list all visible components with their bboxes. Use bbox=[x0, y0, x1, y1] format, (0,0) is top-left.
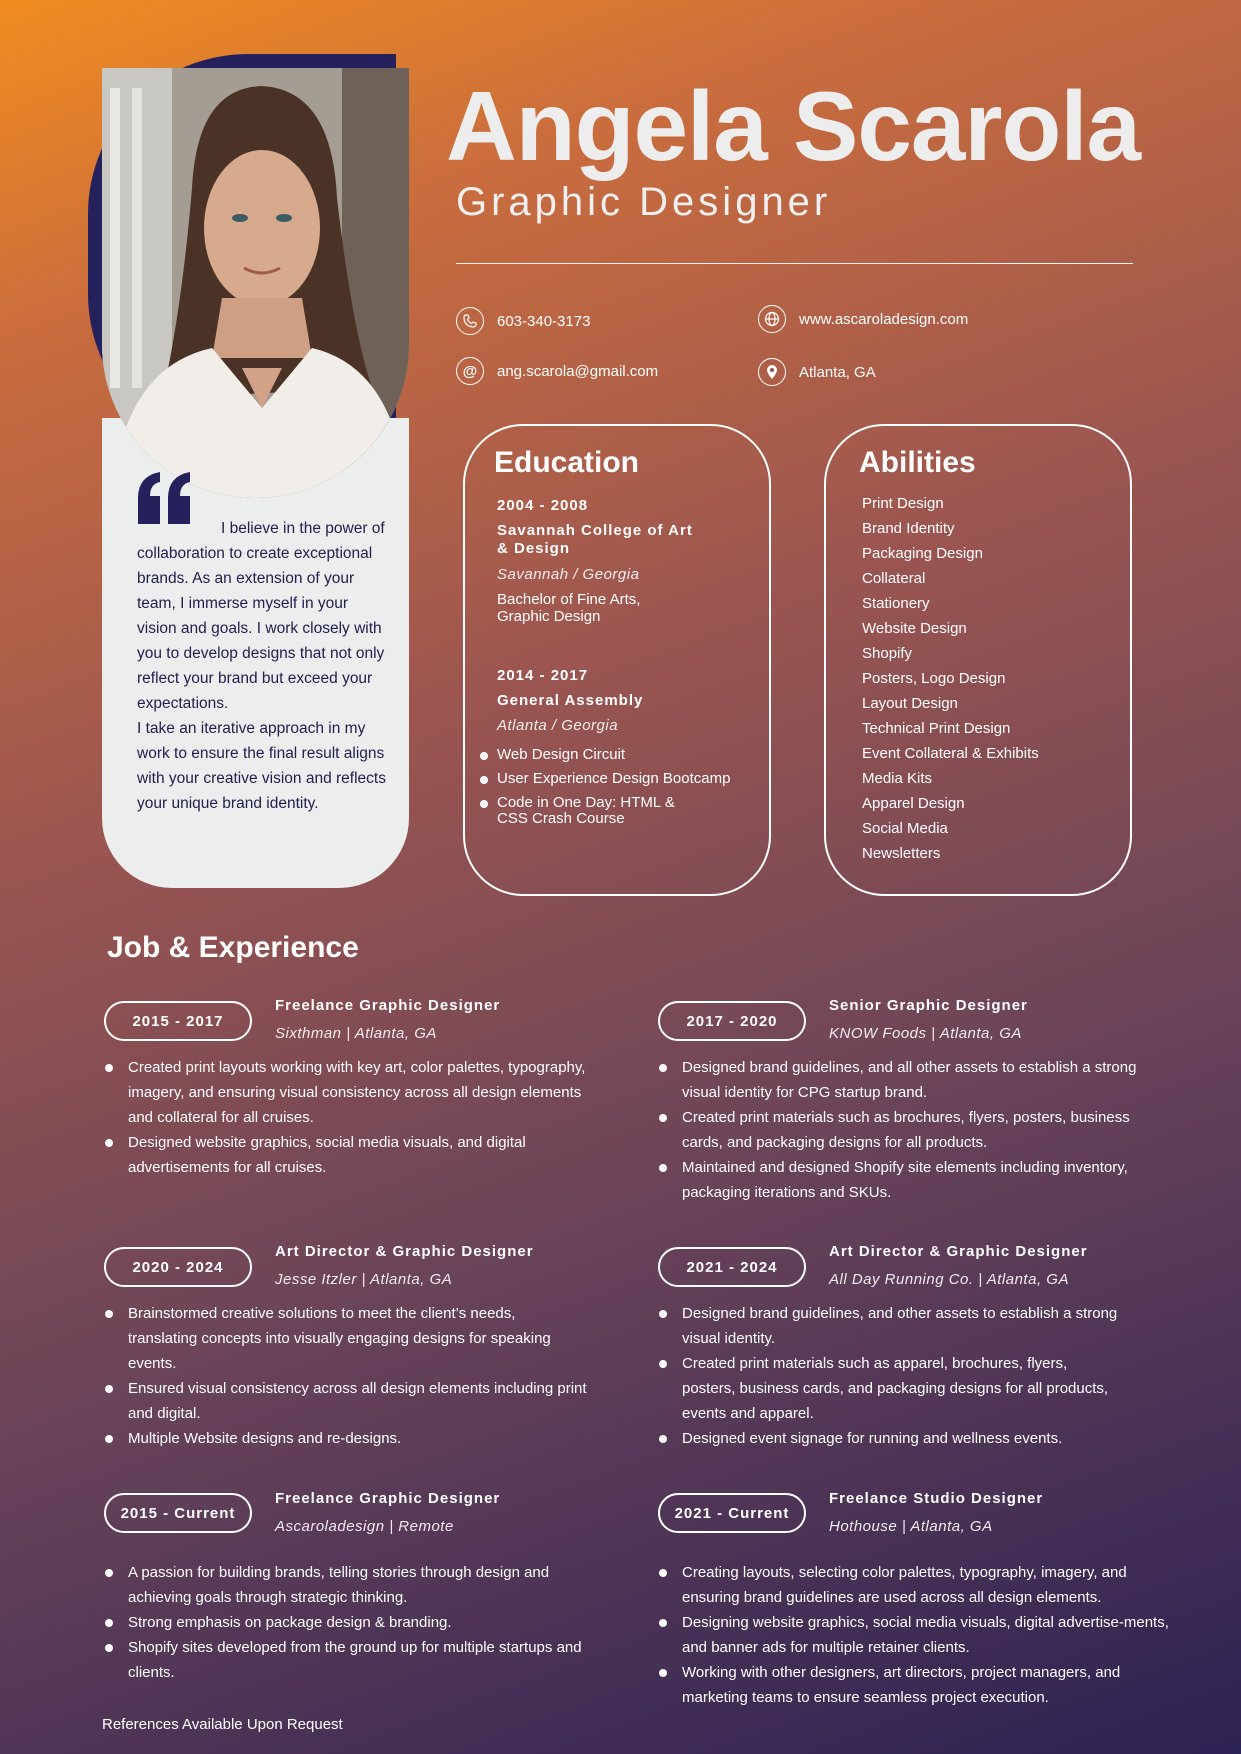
job-duties bbox=[682, 1560, 1182, 1710]
candidate-title: Graphic Designer bbox=[456, 180, 832, 224]
list-item: Created print materials such as apparel, brochures, flyers, posters, business cards, and packaging designs for all products, events and apparel. bbox=[682, 1351, 1122, 1426]
list-item: Creating layouts, selecting color palettes, typography, imagery, and ensuring brand guidelines are used across all design elements. bbox=[682, 1560, 1182, 1610]
job-duties bbox=[128, 1301, 588, 1451]
experience-title: Job & Experience bbox=[107, 931, 359, 964]
list-item: Media Kits bbox=[862, 770, 933, 787]
email-text: ang.scarola@gmail.com bbox=[497, 362, 659, 380]
job-title: Art Director & Graphic Designer bbox=[275, 1243, 534, 1260]
list-item: Posters, Logo Design bbox=[862, 670, 1006, 687]
job-title: Freelance Studio Designer bbox=[829, 1490, 1044, 1507]
job-company: Ascaroladesign | Remote bbox=[275, 1518, 454, 1535]
about-quote bbox=[137, 516, 387, 816]
quote-first-line: I believe in the bbox=[221, 520, 321, 537]
list-item: Working with other designers, art directors, project managers, and marketing teams to ensure seamless project execution. bbox=[682, 1660, 1182, 1710]
education-degree: Bachelor of Fine Arts, Graphic Design bbox=[497, 591, 641, 625]
list-item: Stationery bbox=[862, 595, 930, 612]
quote-second-paragraph: I take an iterative approach in my work to ensure the final result aligns with your creative vision and reflects your unique brand identity. bbox=[137, 720, 386, 812]
website-text: www.ascaroladesign.com bbox=[799, 310, 969, 328]
list-item: Designed brand guidelines, and all other assets to establish a strong visual identity for CPG startup brand. bbox=[682, 1055, 1142, 1105]
globe-icon bbox=[758, 305, 786, 333]
job-duties bbox=[128, 1055, 588, 1180]
location-pin-icon bbox=[758, 358, 786, 386]
list-item: Shopify sites developed from the ground up for multiple startups and clients. bbox=[128, 1635, 588, 1685]
job-title: Freelance Graphic Designer bbox=[275, 1490, 501, 1507]
profile-photo bbox=[102, 68, 409, 498]
list-item: Maintained and designed Shopify site elements including inventory, packaging iterations and SKUs. bbox=[682, 1155, 1142, 1205]
list-item: Apparel Design bbox=[862, 795, 965, 812]
contact-phone[interactable] bbox=[456, 307, 590, 335]
education-title: Education bbox=[494, 446, 640, 479]
list-item: Ensured visual consistency across all design elements including print and digital. bbox=[128, 1376, 588, 1426]
job-duties bbox=[682, 1301, 1122, 1451]
list-item: Brainstormed creative solutions to meet the client’s needs, translating concepts into visually engaging designs for speaking events. bbox=[128, 1301, 588, 1376]
list-item: Social Media bbox=[862, 820, 948, 837]
list-item: Designed website graphics, social media visuals, and digital advertisements for all cruises. bbox=[128, 1130, 588, 1180]
location-text: Atlanta, GA bbox=[799, 363, 876, 381]
list-item: Website Design bbox=[862, 620, 967, 637]
job-years-badge: 2017 - 2020 bbox=[658, 1001, 806, 1041]
contact-website[interactable] bbox=[758, 305, 968, 333]
job-company: Sixthman | Atlanta, GA bbox=[275, 1025, 437, 1042]
list-item: Designing website graphics, social media visuals, digital advertise-ments, and banner ads for multiple retainer clients. bbox=[682, 1610, 1182, 1660]
job-years-badge: 2015 - Current bbox=[104, 1493, 252, 1533]
education-years: 2004 - 2008 bbox=[497, 497, 589, 514]
education-school: General Assembly bbox=[497, 692, 644, 709]
education-location: Atlanta / Georgia bbox=[497, 717, 619, 734]
job-title: Freelance Graphic Designer bbox=[275, 997, 501, 1014]
list-item: Created print materials such as brochures, flyers, posters, business cards, and packaging designs for all products. bbox=[682, 1105, 1142, 1155]
list-item: Strong emphasis on package design & branding. bbox=[128, 1610, 588, 1635]
at-icon: @ bbox=[456, 357, 484, 385]
list-item: Packaging Design bbox=[862, 545, 983, 562]
job-years-badge: 2021 - 2024 bbox=[658, 1247, 806, 1287]
list-item: Designed event signage for running and wellness events. bbox=[682, 1426, 1122, 1451]
education-location: Savannah / Georgia bbox=[497, 566, 640, 583]
candidate-name: Angela Scarola bbox=[446, 71, 1141, 181]
job-company: All Day Running Co. | Atlanta, GA bbox=[829, 1271, 1069, 1288]
contact-location bbox=[758, 358, 876, 386]
job-years-badge: 2015 - 2017 bbox=[104, 1001, 252, 1041]
phone-text: 603-340-3173 bbox=[497, 312, 591, 330]
list-item: Shopify bbox=[862, 645, 913, 662]
course-list bbox=[497, 747, 757, 835]
references-note: References Available Upon Request bbox=[102, 1716, 343, 1733]
list-item: Created print layouts working with key art, color palettes, typography, imagery, and ensuring visual consistency across all design elements and collateral for all cruises. bbox=[128, 1055, 588, 1130]
abilities-title: Abilities bbox=[859, 446, 976, 479]
portrait-illustration bbox=[102, 68, 409, 498]
job-duties bbox=[682, 1055, 1142, 1205]
list-item: A passion for building brands, telling stories through design and achieving goals through strategic thinking. bbox=[128, 1560, 588, 1610]
list-item: Print Design bbox=[862, 495, 944, 512]
job-company: Jesse Itzler | Atlanta, GA bbox=[275, 1271, 453, 1288]
list-item: Event Collateral & Exhibits bbox=[862, 745, 1039, 762]
job-company: KNOW Foods | Atlanta, GA bbox=[829, 1025, 1022, 1042]
list-item: Designed brand guidelines, and other assets to establish a strong visual identity. bbox=[682, 1301, 1122, 1351]
list-item: Newsletters bbox=[862, 845, 941, 862]
list-item: Code in One Day: HTML & CSS Crash Course bbox=[497, 795, 697, 827]
job-title: Senior Graphic Designer bbox=[829, 997, 1028, 1014]
job-years-badge: 2020 - 2024 bbox=[104, 1247, 252, 1287]
quote-body: power of collaboration to create exceptional brands. As an extension of your team, I immerse myself in your vision and goals. I work closely with you to develop designs that not only reflect your brand but exceed your expectations. bbox=[137, 520, 385, 712]
job-years-badge: 2021 - Current bbox=[658, 1493, 806, 1533]
abilities-list bbox=[862, 491, 1039, 866]
list-item: User Experience Design Bootcamp bbox=[497, 771, 757, 787]
phone-icon bbox=[456, 307, 484, 335]
contact-email[interactable] bbox=[456, 357, 658, 385]
job-duties bbox=[128, 1560, 588, 1685]
list-item: Collateral bbox=[862, 570, 926, 587]
list-item: Layout Design bbox=[862, 695, 958, 712]
header-divider bbox=[456, 263, 1133, 264]
education-years: 2014 - 2017 bbox=[497, 667, 589, 684]
job-title: Art Director & Graphic Designer bbox=[829, 1243, 1088, 1260]
list-item: Web Design Circuit bbox=[497, 747, 757, 763]
list-item: Brand Identity bbox=[862, 520, 955, 537]
list-item: Technical Print Design bbox=[862, 720, 1011, 737]
education-school: Savannah College of Art & Design bbox=[497, 522, 693, 557]
job-company: Hothouse | Atlanta, GA bbox=[829, 1518, 993, 1535]
list-item: Multiple Website designs and re-designs. bbox=[128, 1426, 588, 1451]
